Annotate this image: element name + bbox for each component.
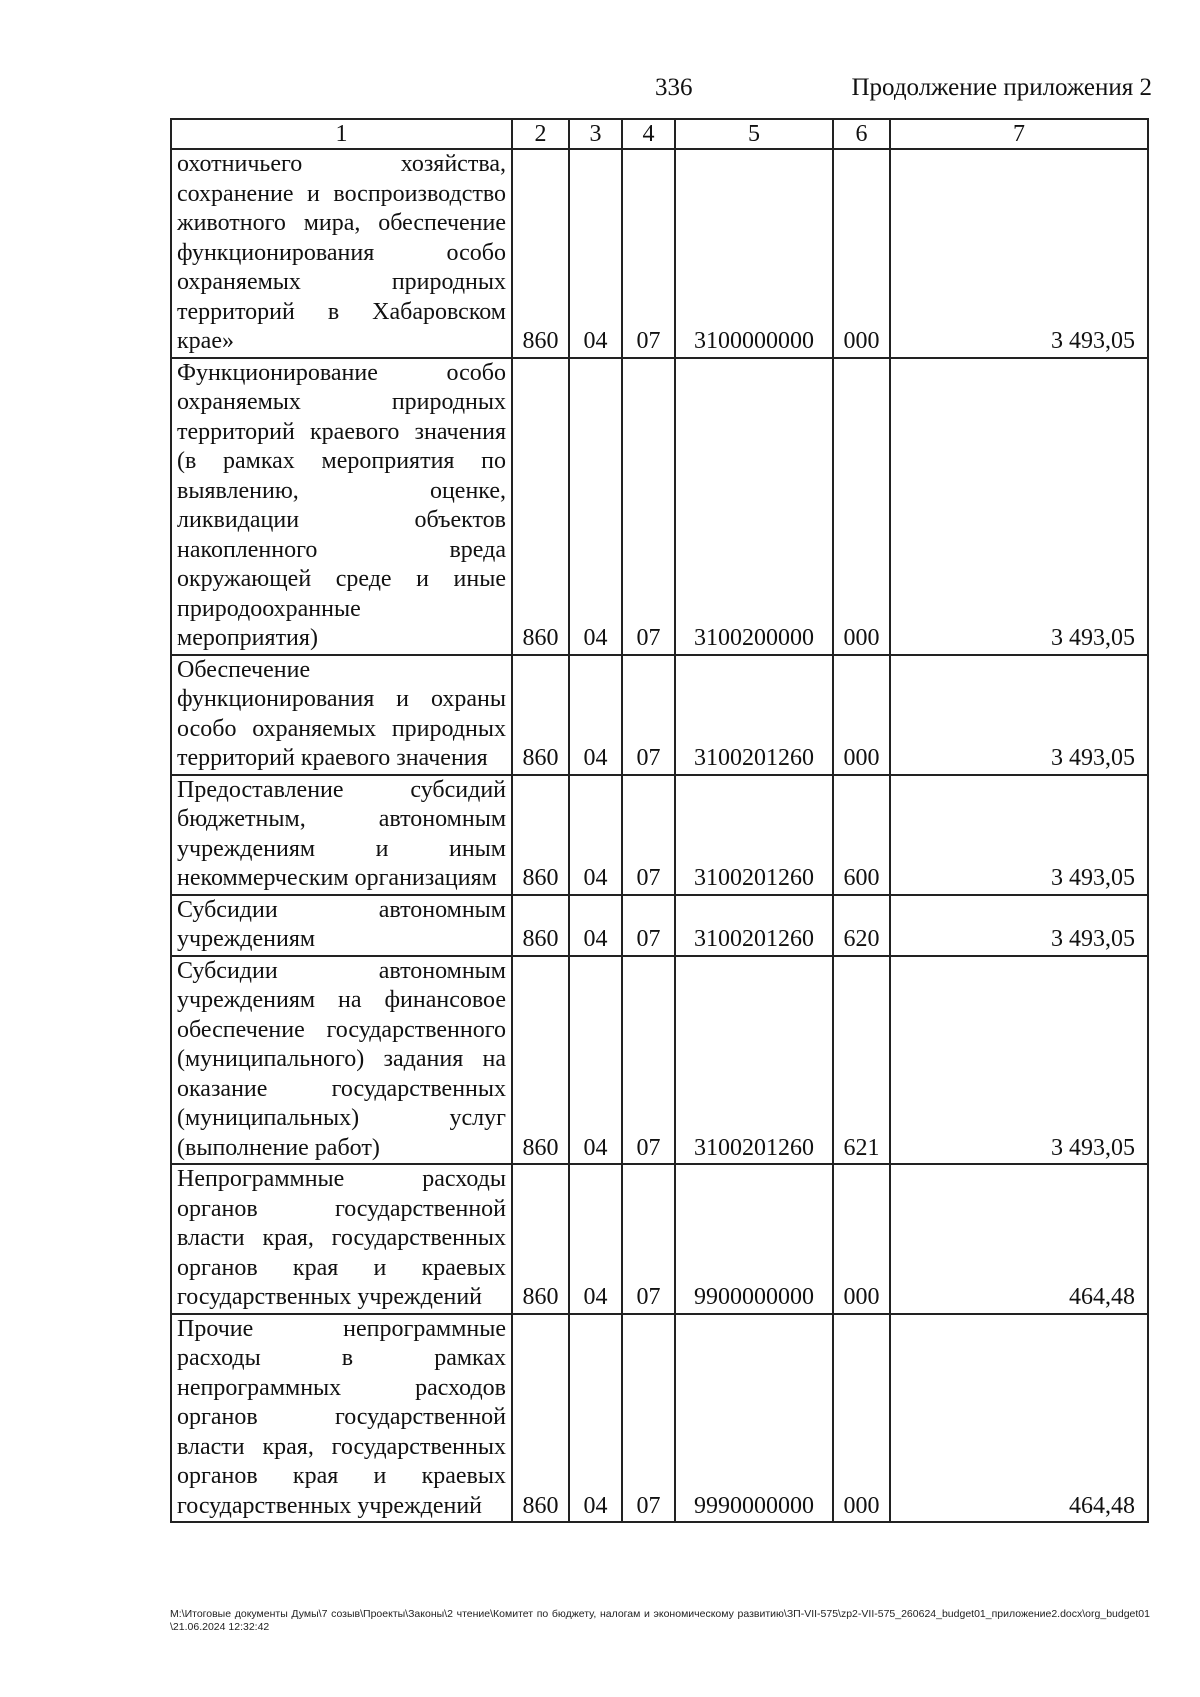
target-article-code: 3100200000 — [675, 358, 833, 655]
column-header: 1 — [171, 119, 512, 149]
table-row — [171, 775, 1148, 895]
column-header-row — [171, 119, 1148, 149]
table-row — [171, 895, 1148, 956]
subsection-code: 07 — [622, 775, 675, 895]
amount: 3 493,05 — [890, 895, 1148, 956]
section-code: 04 — [569, 956, 622, 1165]
column-header: 3 — [569, 119, 622, 149]
amount: 464,48 — [890, 1314, 1148, 1523]
expense-type-code: 000 — [833, 655, 890, 775]
continuation-label: Продолжение приложения 2 — [851, 74, 1152, 101]
row-description: Субсидии автономным учреждениям — [171, 895, 512, 956]
subsection-code: 07 — [622, 1164, 675, 1314]
ministry-code: 860 — [512, 149, 569, 358]
table-row — [171, 358, 1148, 655]
amount: 3 493,05 — [890, 358, 1148, 655]
ministry-code: 860 — [512, 655, 569, 775]
ministry-code: 860 — [512, 1164, 569, 1314]
target-article-code: 3100201260 — [675, 895, 833, 956]
row-description: охотничьего хозяйства, сохранение и воспроизводство животного мира, обеспечение функционирования особо охраняемых природных территорий в Хабаровском крае» — [171, 149, 512, 358]
table-row — [171, 655, 1148, 775]
subsection-code: 07 — [622, 895, 675, 956]
subsection-code: 07 — [622, 358, 675, 655]
expense-type-code: 000 — [833, 149, 890, 358]
ministry-code: 860 — [512, 895, 569, 956]
row-description: Обеспечение функционирования и охраны особо охраняемых природных территорий краевого значения — [171, 655, 512, 775]
column-header: 2 — [512, 119, 569, 149]
target-article-code: 3100201260 — [675, 655, 833, 775]
row-description: Субсидии автономным учреждениям на финансовое обеспечение государственного (муниципального) задания на оказание государственных (муниципальных) услуг (выполнение работ) — [171, 956, 512, 1165]
table-row — [171, 956, 1148, 1165]
table-row — [171, 149, 1148, 358]
subsection-code: 07 — [622, 655, 675, 775]
ministry-code: 860 — [512, 358, 569, 655]
expense-type-code: 000 — [833, 1314, 890, 1523]
target-article-code: 3100201260 — [675, 775, 833, 895]
section-code: 04 — [569, 655, 622, 775]
amount: 3 493,05 — [890, 655, 1148, 775]
expense-type-code: 000 — [833, 358, 890, 655]
column-header: 4 — [622, 119, 675, 149]
expense-type-code: 621 — [833, 956, 890, 1165]
section-code: 04 — [569, 358, 622, 655]
section-code: 04 — [569, 1164, 622, 1314]
ministry-code: 860 — [512, 956, 569, 1165]
row-description: Непрограммные расходы органов государственной власти края, государственных органов края и краевых государственных учреждений — [171, 1164, 512, 1314]
subsection-code: 07 — [622, 956, 675, 1165]
section-code: 04 — [569, 895, 622, 956]
section-code: 04 — [569, 149, 622, 358]
target-article-code: 9900000000 — [675, 1164, 833, 1314]
subsection-code: 07 — [622, 149, 675, 358]
page-number: 336 — [655, 74, 693, 101]
column-header: 6 — [833, 119, 890, 149]
row-description: Прочие непрограммные расходы в рамках непрограммных расходов органов государственной власти края, государственных органов края и краевых государственных учреждений — [171, 1314, 512, 1523]
ministry-code: 860 — [512, 1314, 569, 1523]
amount: 3 493,05 — [890, 149, 1148, 358]
target-article-code: 3100201260 — [675, 956, 833, 1165]
budget-table — [170, 118, 1149, 1523]
subsection-code: 07 — [622, 1314, 675, 1523]
column-header: 7 — [890, 119, 1148, 149]
target-article-code: 3100000000 — [675, 149, 833, 358]
row-description: Предоставление субсидий бюджетным, автономным учреждениям и иным некоммерческим организациям — [171, 775, 512, 895]
ministry-code: 860 — [512, 775, 569, 895]
table-row — [171, 1314, 1148, 1523]
expense-type-code: 620 — [833, 895, 890, 956]
section-code: 04 — [569, 775, 622, 895]
expense-type-code: 600 — [833, 775, 890, 895]
amount: 464,48 — [890, 1164, 1148, 1314]
expense-type-code: 000 — [833, 1164, 890, 1314]
amount: 3 493,05 — [890, 775, 1148, 895]
row-description: Функционирование особо охраняемых природных территорий краевого значения (в рамках мероприятия по выявлению, оценке, ликвидации объектов накопленного вреда окружающей среде и иные природоохранные мероприятия) — [171, 358, 512, 655]
section-code: 04 — [569, 1314, 622, 1523]
column-header: 5 — [675, 119, 833, 149]
footer-file-path: M:\Итоговые документы Думы\7 созыв\Проекты\Законы\2 чтение\Комитет по бюджету, налогам и экономическому развитию\ЗП-VII-575\zp2-VII-575_260624_budget01_приложение2.docx\org_budget01\21.06.2024 12:32:42 — [170, 1608, 1150, 1633]
amount: 3 493,05 — [890, 956, 1148, 1165]
table-row — [171, 1164, 1148, 1314]
target-article-code: 9990000000 — [675, 1314, 833, 1523]
